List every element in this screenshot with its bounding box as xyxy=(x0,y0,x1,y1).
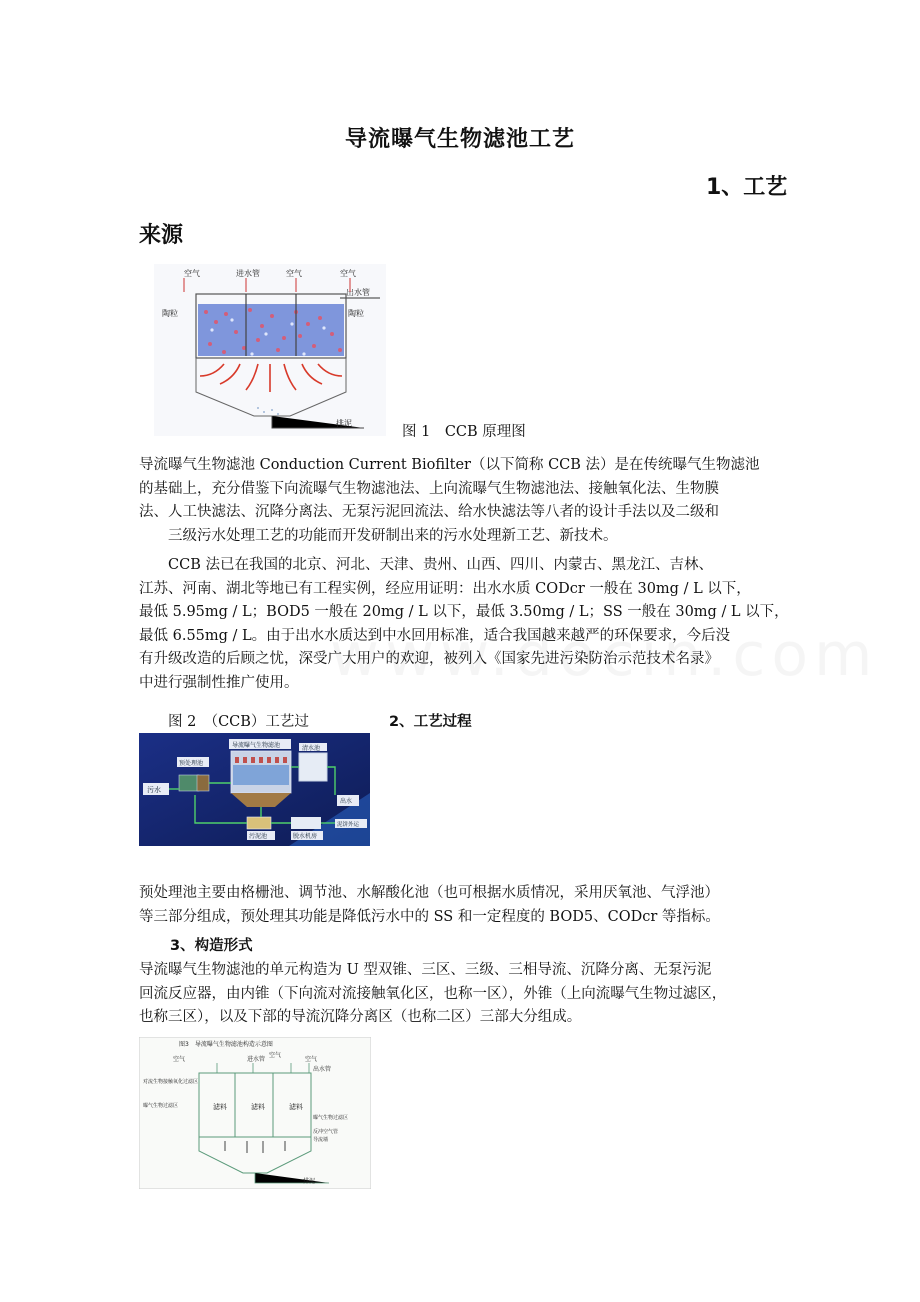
paragraph-3 xyxy=(139,882,805,929)
fig2-label-effluent: 出水 xyxy=(340,798,353,805)
fig3-label-media-3: 滤料 xyxy=(289,1103,303,1111)
paragraph-4-line: 导流曝气生物滤池的单元构造为 U 型双锥、三区、三级、三相导流、沉降分离、无泵污泥 xyxy=(139,962,712,978)
fig3-label-aeration-left: 曝气生物过滤区 xyxy=(143,1103,179,1109)
fig1-label-air-3: 空气 xyxy=(340,269,356,278)
fig3-label-media-2: 滤料 xyxy=(251,1103,265,1111)
fig2-label-cake: 泥饼外运 xyxy=(337,822,360,828)
paragraph-3-line: 预处理池主要由格栅池、调节池、水解酸化池（也可根据水质情况，采用厌氧池、气浮池） xyxy=(139,885,719,901)
fig3-label-contact-zone: 对流生物接触氧化过滤区 xyxy=(143,1079,199,1085)
paragraph-1 xyxy=(139,454,799,548)
paragraph-2-line: 最低 6.55mg / L。由于出水水质达到中水回用标准，适合我国越来越严的环保要求，今后没 xyxy=(139,627,731,644)
paragraph-4 xyxy=(139,959,805,1030)
fig1-label-air-2: 空气 xyxy=(286,269,302,278)
fig1-label-air-1: 空气 xyxy=(184,269,200,278)
fig3-label-backwash: 反冲空气管 xyxy=(313,1129,339,1135)
fig3-label-inlet: 进水管 xyxy=(247,1056,266,1063)
paragraph-1-line: 的基础上，充分借鉴下向流曝气生物滤池法、上向流曝气生物滤池法、接触氧化法、生物膜 xyxy=(139,480,719,497)
paragraph-1-line: 法、人工快滤法、沉降分离法、无泵污泥回流法、给水快滤法等八者的设计手法以及二级和 xyxy=(139,504,719,520)
fig2-label-clear-pool: 清水池 xyxy=(302,745,321,752)
figure-2-process-flow xyxy=(139,733,370,846)
paragraph-3-line: 等三部分组成，预处理其功能是降低污水中的 SS 和一定程度的 BOD5、CODcr 等指标。 xyxy=(139,908,720,925)
paragraph-2-line: 最低 5.95mg / L；BOD5 一般在 20mg / L 以下，最低 3.50mg / L；SS 一般在 30mg / L 以下， xyxy=(139,604,789,620)
paragraph-1-line: 导流曝气生物滤池 Conduction Current Biofilter（以下简称 CCB 法）是在传统曝气生物滤池 xyxy=(139,457,760,473)
section2-heading: 2、工艺过程 xyxy=(389,714,472,730)
paragraph-2-line: CCB 法已在我国的北京、河北、天津、贵州、山西、四川、内蒙古、黑龙江、吉林、 xyxy=(168,557,713,573)
section1-heading-number: 1、工艺 xyxy=(706,175,788,200)
fig2-label-ccb: 导流曝气生物滤池 xyxy=(232,742,281,749)
paragraph-2-line: 有升级改造的后顾之忧，深受广大用户的欢迎，被列入《国家先进污染防治示范技术名录》 xyxy=(139,651,719,667)
figure-1-caption: 图 1 CCB 原理图 xyxy=(402,424,526,440)
fig3-label-guide-wall: 导流墙 xyxy=(313,1137,329,1143)
section1-heading-rest: 来源 xyxy=(139,223,184,248)
fig2-label-sewage: 污水 xyxy=(147,786,161,794)
fig1-label-inlet: 进水管 xyxy=(236,269,260,278)
figure-1-ccb-diagram xyxy=(154,264,386,436)
paragraph-4-line: 也称三区），以及下部的导流沉降分离区（也称二区）三部大分组成。 xyxy=(139,1009,582,1025)
figure-2-caption: 图 2 （CCB）工艺过 xyxy=(168,714,309,730)
page-title: 导流曝气生物滤池工艺 xyxy=(344,127,575,152)
fig2-label-sludge-tank: 污泥池 xyxy=(249,833,268,840)
fig3-label-aeration-right: 曝气生物过滤区 xyxy=(313,1115,349,1121)
fig1-label-outlet: 出水管 xyxy=(346,288,370,297)
paragraph-2-line: 江苏、河南、湖北等地已有工程实例，经应用证明：出水水质 CODcr 一般在 30mg / L 以下， xyxy=(139,580,751,597)
paragraph-2 xyxy=(139,554,805,695)
figure-3-structure-diagram xyxy=(139,1037,371,1189)
fig3-title: 图3 导流曝气生物滤池构造示意图 xyxy=(179,1041,273,1048)
fig3-label-air-1: 空气 xyxy=(173,1056,186,1063)
fig3-label-sludge: 排泥 xyxy=(303,1178,316,1185)
paragraph-1-line: 三级污水处理工艺的功能而开发研制出来的污水处理新工艺、新技术。 xyxy=(168,527,618,544)
paragraph-4-line: 回流反应器，由内锥（下向流对流接触氧化区，也称一区），外锥（上向流曝气生物过滤区， xyxy=(139,985,727,1002)
fig2-label-dewatering: 脱水机房 xyxy=(293,833,318,840)
fig3-label-air-2: 空气 xyxy=(269,1052,282,1059)
fig1-label-ceramsite-right: 陶粒 xyxy=(348,309,364,318)
fig3-label-outlet: 出水管 xyxy=(313,1066,332,1073)
paragraph-2-line: 中进行强制性推广使用。 xyxy=(139,674,299,691)
fig2-label-pretreatment: 预处理池 xyxy=(179,760,204,767)
fig3-label-air-3: 空气 xyxy=(305,1056,318,1063)
fig3-label-media-1: 滤料 xyxy=(213,1103,227,1111)
section3-heading: 3、构造形式 xyxy=(170,938,253,954)
fig1-label-ceramsite-left: 陶粒 xyxy=(162,309,178,318)
fig1-label-sludge: 排泥 xyxy=(336,419,352,428)
